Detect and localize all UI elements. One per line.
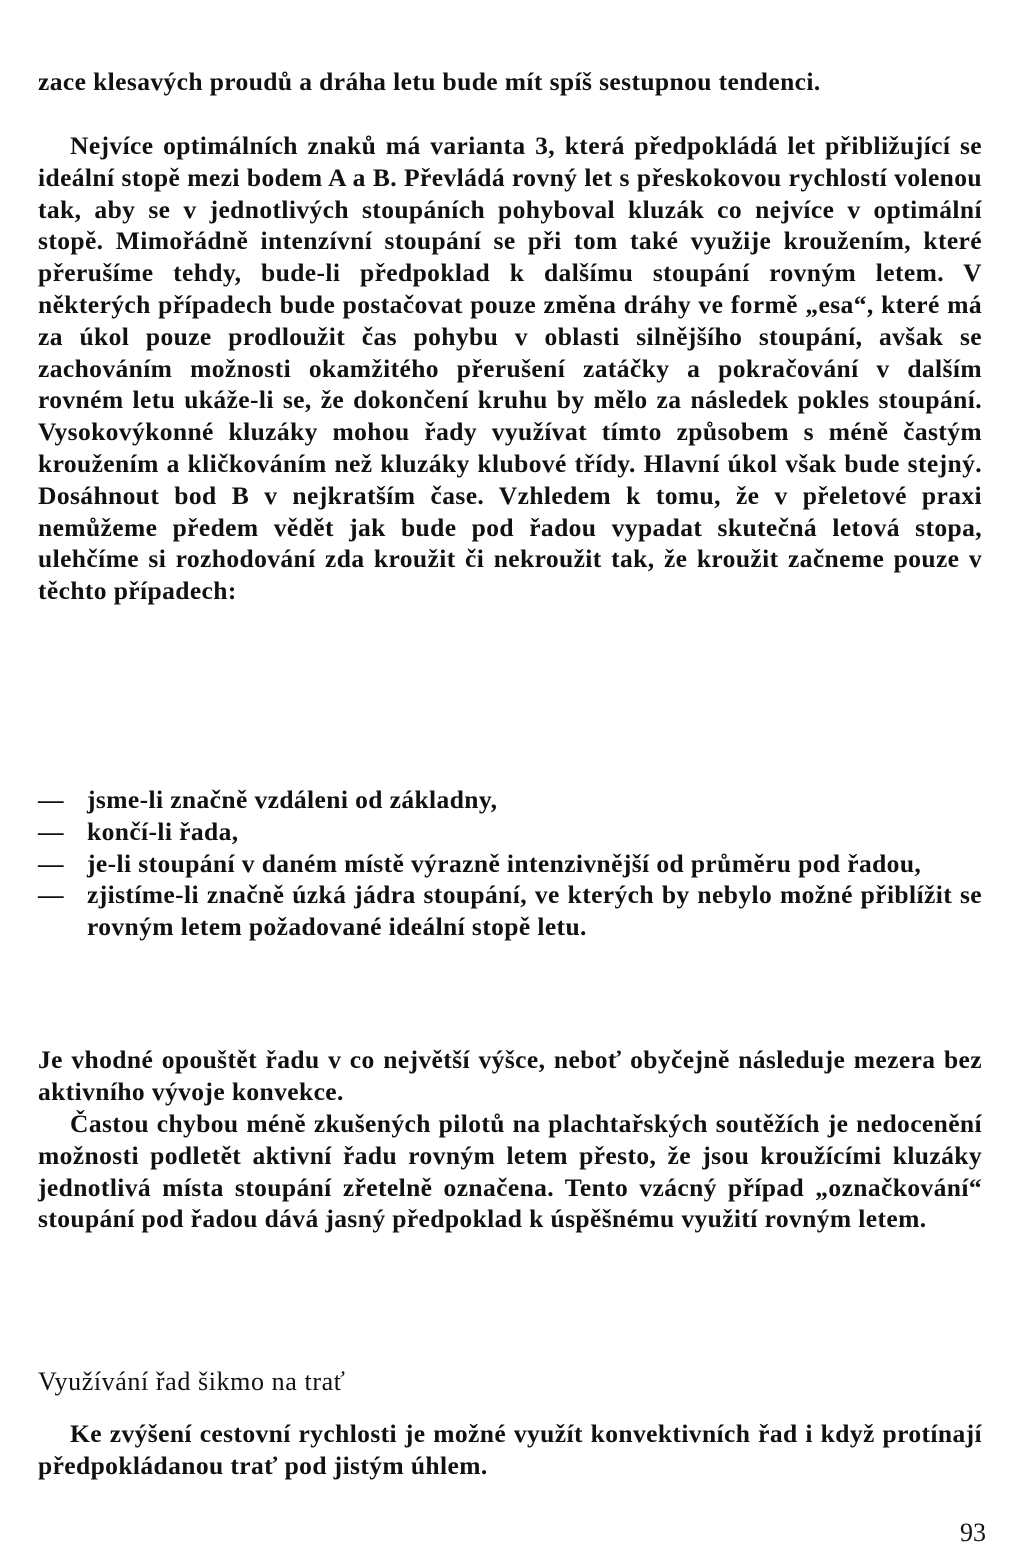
list-item-text: je-li stoupání v daném místě výrazně intenzivnější od průměru pod řadou, [87, 848, 922, 878]
list-item-text: zjistíme-li značně úzká jádra stoupání, ve kterých by nebylo možné přiblížit se rovným letem požadované ideální stopě letu. [87, 880, 982, 942]
dash-bullet: — [38, 816, 64, 846]
conditions-list [38, 784, 982, 943]
list-item [38, 784, 982, 816]
dash-bullet: — [38, 880, 64, 910]
paragraph-intro-continuation: zace klesavých proudů a dráha letu bude mít spíš sestupnou tendenci. [38, 67, 821, 96]
list-item [38, 879, 982, 943]
dash-bullet: — [38, 848, 64, 878]
list-item-text: končí-li řada, [87, 816, 239, 846]
dash-bullet: — [38, 785, 64, 814]
paragraph-section-start: Ke zvýšení cestovní rychlosti je možné využít konvektivních řad i když protínají předpokládanou trať pod jistým úhlem. [38, 1419, 982, 1480]
list-item [38, 816, 982, 848]
paragraph-common-mistake: Častou chybou méně zkušených pilotů na plachtařských soutěžích je nedocenění možnosti podletět aktivní řadu rovným letem přesto, že jsou kroužícími kluzáky jednotlivá místa stoupání zřetelně označena. Tento vzácný případ „označkování“ stoupání pod řadou dává jasný předpoklad k úspěšnému využití rovným letem. [38, 1109, 982, 1234]
list-item-text: jsme-li značně vzdáleni od základny, [87, 785, 498, 814]
list-item [38, 848, 982, 880]
section-heading: Využívání řad šikmo na trať [38, 1367, 346, 1396]
page-number: 93 [960, 1518, 986, 1542]
paragraph-leaving-row: Je vhodné opouštět řadu v co největší výšce, neboť obyčejně následuje mezera bez aktivního vývoje konvekce. [38, 1045, 982, 1106]
paragraph-optimal-variant: Nejvíce optimálních znaků má varianta 3, která předpokládá let přibližující se ideální stopě mezi bodem A a B. Převládá rovný let s přeskokovou rychlostí volenou tak, aby se v jednotlivých stoupáních pohyboval kluzák co nejvíce v optimální stopě. Mimořádně intenzívní stoupání se při tom také využije kroužením, které přerušíme tehdy, bude-li předpoklad k dalšímu stoupání rovným letem. V některých případech bude postačovat pouze změna dráhy ve formě „esa“, které má za úkol pouze prodloužit čas pohybu v oblasti silnějšího stoupání, avšak se zachováním možnosti okamžitého přerušení zatáčky a pokračování v dalším rovném letu ukáže-li se, že dokončení kruhu by mělo za následek pokles stoupání. Vysokovýkonné kluzáky mohou řady využívat tímto způsobem s méně častým kroužením a kličkováním než kluzáky klubové třídy. Hlavní úkol však bude stejný. Dosáhnout bod B v nejkratším čase. Vzhledem k tomu, že v přeletové praxi nemůžeme předem vědět jak bude pod řadou vypadat skutečná letová stopa, ulehčíme si rozhodování zda kroužit či nekroužit tak, že kroužit začneme pouze v těchto případech: [38, 131, 982, 606]
